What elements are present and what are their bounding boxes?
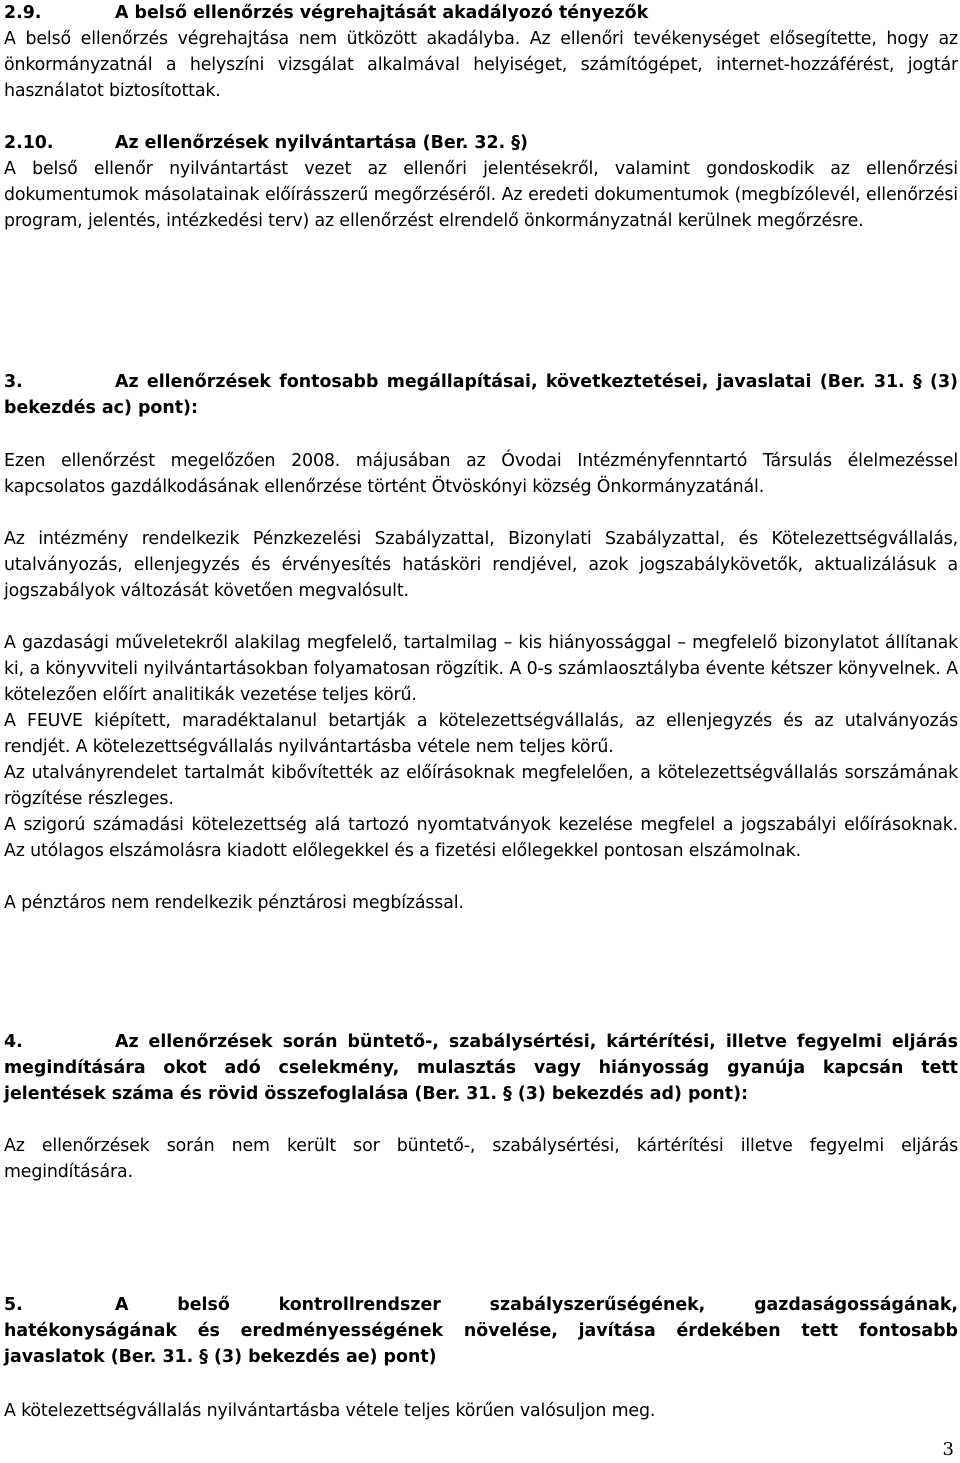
section-2-10-text: A belső ellenőr nyilvántartást vezet az ellenőri jelentésekről, valamint gondoskodik az ellenőrzési dokumentumok másolatainak előírásszerű megőrzéséről. Az eredeti dokumentumok (megbízólevél, ellenőrzési program, jelentés, intézkedési terv) az ellenőrzést elrendelő önkormányzatnál kerülnek megőrzésre. [4, 159, 958, 231]
section-2-9-text: A belső ellenőrzés végrehajtása nem ütközött akadályba. Az ellenőri tevékenységet elősegítette, hogy az önkormányzatnál a helyszíni vizsgálat alkalmával helyiséget, számítógépet, internet-hozzáférést, jogtár használatot biztosítottak. [4, 29, 958, 101]
section-3-paragraph-2: Az intézmény rendelkezik Pénzkezelési Szabályzattal, Bizonylati Szabályzattal, és Kötelezettségvállalás, utalványozás, ellenjegyzés és érvényesítés hatásköri rendjével, azok jogszabálykövetők, aktualizálásuk a jogszabályok változását követően megvalósult. [4, 529, 958, 601]
section-number: 2.10. [4, 133, 54, 153]
section-3-paragraph-6: A szigorú számadási kötelezettség alá tartozó nyomtatványok kezelése megfelel a jogszabályi előírásoknak. Az utólagos elszámolásra kiadott előlegekkel és a fizetési előlegekkel pontosan elszámolnak. [4, 815, 958, 861]
section-title: A belső kontrollrendszer szabályszerűségének, gazdaságosságának, hatékonyságának és eredményességének növelése, javítása érdekében tett fontosabb javaslatok (Ber. 31. § (3) bekezdés ae) pont) [4, 1295, 958, 1367]
section-5-text: A kötelezettségvállalás nyilvántartásba vétele teljes körűen valósuljon meg. [4, 1401, 656, 1421]
section-title: Az ellenőrzések nyilvántartása (Ber. 32. §) [115, 133, 528, 153]
section-4-heading [4, 1029, 958, 1107]
section-3-paragraph-5: Az utalványrendelet tartalmát kibővítették az előírásoknak megfelelően, a kötelezettségvállalás sorszámának rögzítése részleges. [4, 763, 958, 809]
section-title: Az ellenőrzések fontosabb megállapításai, következtetései, javaslatai (Ber. 31. § (3) bekezdés ac) pont): [4, 372, 958, 418]
section-4-text: Az ellenőrzések során nem került sor büntető-, szabálysértési, kártérítési illetve fegyelmi eljárás megindítására. [4, 1136, 958, 1182]
section-2-10-heading [4, 130, 958, 156]
section-3-paragraph-4: A FEUVE kiépített, maradéktalanul betartják a kötelezettségvállalás, az ellenjegyzés és az utalványozás rendjét. A kötelezettségvállalás nyilvántartásba vétele nem teljes körű. [4, 711, 958, 757]
section-number: 4. [4, 1032, 23, 1052]
section-title: A belső ellenőrzés végrehajtását akadályozó tényezők [115, 3, 649, 23]
section-3-paragraph-7: A pénztáros nem rendelkezik pénztárosi megbízással. [4, 893, 464, 913]
section-2-9-heading [4, 0, 958, 26]
page-number: 3 [942, 1439, 954, 1460]
section-title: Az ellenőrzések során büntető-, szabálysértési, kártérítési, illetve fegyelmi eljárás megindítására okot adó cselekmény, mulasztás vagy hiányosság gyanúja kapcsán tett jelentések száma és rövid összefoglalása (Ber. 31. § (3) bekezdés ad) pont): [4, 1032, 958, 1104]
section-3-paragraph-1: Ezen ellenőrzést megelőzően 2008. májusában az Óvodai Intézményfenntartó Társulás élelmezéssel kapcsolatos gazdálkodásának ellenőrzése történt Ötvöskónyi község Önkormányzatánál. [4, 451, 958, 497]
section-5-heading [4, 1292, 958, 1370]
section-number: 3. [4, 372, 23, 392]
section-number: 5. [4, 1295, 23, 1315]
section-3-paragraph-3: A gazdasági műveletekről alakilag megfelelő, tartalmilag – kis hiányossággal – megfelelő bizonylatot állítanak ki, a könyvviteli nyilvántartásokban folyamatosan rögzítik. A 0-s számlaosztályba évente kétszer könyvelnek. A kötelezően előírt analitikák vezetése teljes körű. [4, 633, 958, 705]
section-3-heading [4, 369, 958, 421]
section-number: 2.9. [4, 3, 42, 23]
